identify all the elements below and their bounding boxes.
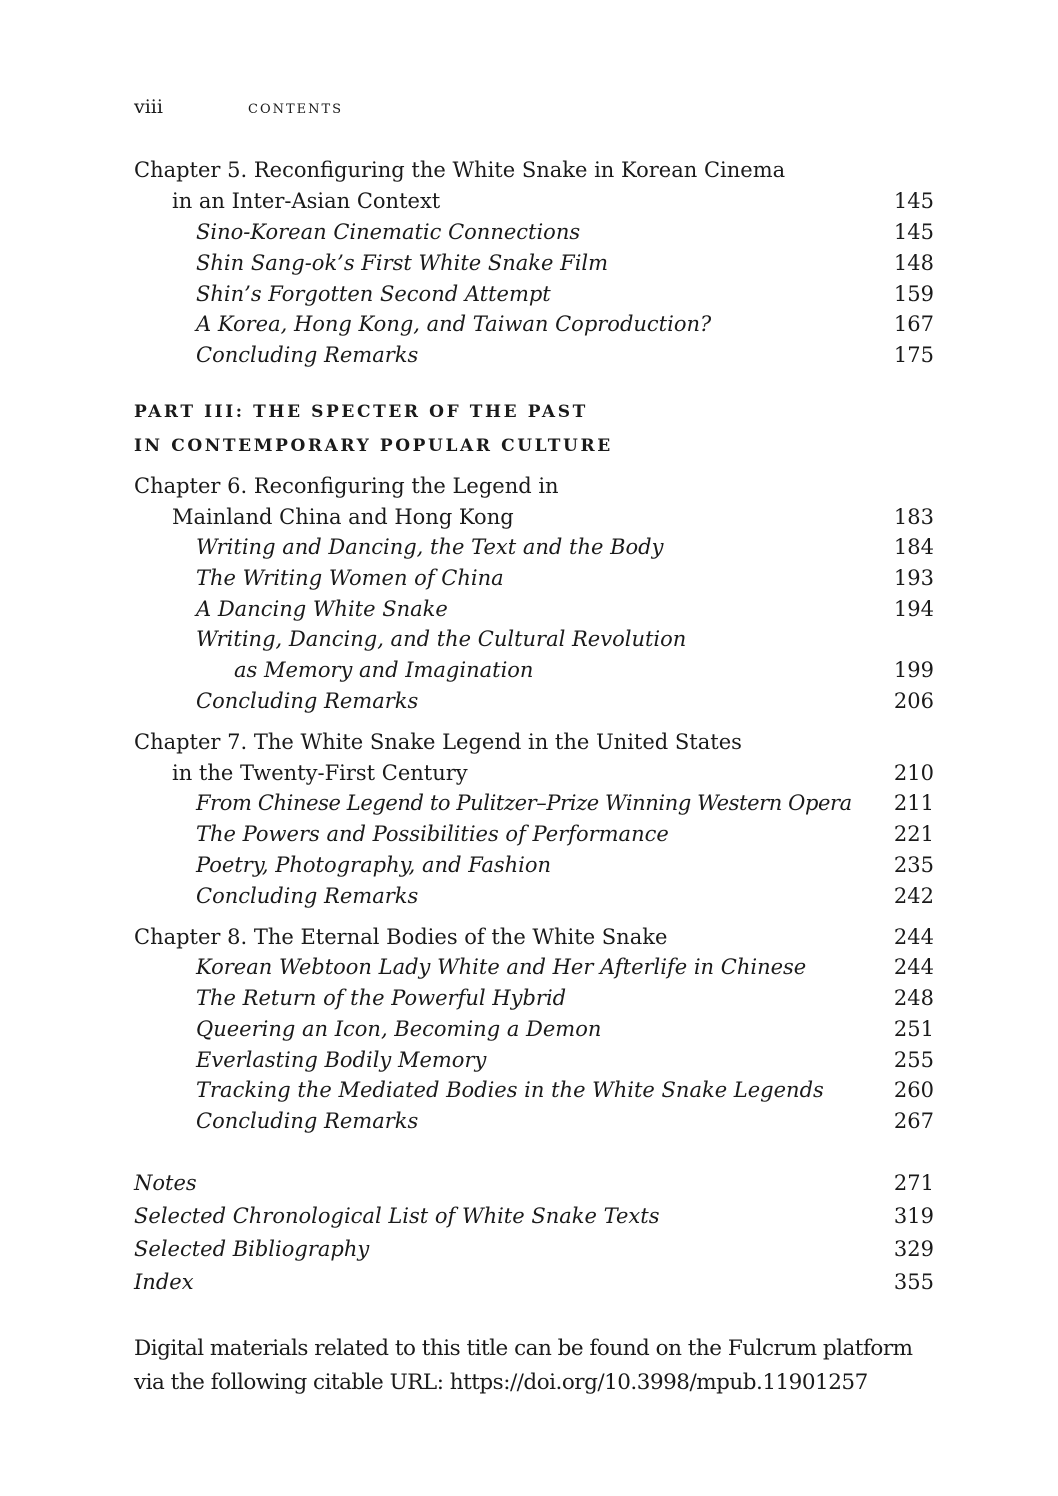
toc-section[interactable]: Shin’s Forgotten Second Attempt 159 — [134, 279, 934, 310]
page-number: 242 — [893, 884, 934, 908]
part-heading: PART III: THE SPECTER OF THE PAST — [134, 402, 588, 422]
backmatter-bibliography[interactable]: Selected Bibliography 329 — [134, 1234, 934, 1265]
page-number: 244 — [893, 925, 934, 949]
toc-section[interactable]: Tracking the Mediated Bodies in the White Snake Legends 260 — [134, 1075, 934, 1106]
chapter-7-title[interactable]: Chapter 7. The White Snake Legend in the United States — [134, 730, 742, 754]
chapter-5-title-cont[interactable]: in an Inter-Asian Context 145 — [134, 186, 934, 217]
page-number: 255 — [893, 1048, 934, 1072]
page-number: 267 — [893, 1109, 934, 1133]
toc-section[interactable]: Concluding Remarks 175 — [134, 340, 934, 371]
toc-section-cont[interactable]: as Memory and Imagination 199 — [134, 655, 934, 686]
page-number: 148 — [893, 251, 934, 275]
toc-section[interactable]: Shin Sang-ok’s First White Snake Film 148 — [134, 248, 934, 279]
page-number: 248 — [893, 986, 934, 1010]
digital-note-line-2[interactable]: via the following citable URL: https://doi.org/10.3998/mpub.11901257 — [134, 1370, 868, 1395]
page-number: 199 — [893, 658, 934, 682]
page-number: 159 — [893, 282, 934, 306]
toc-section[interactable]: The Powers and Possibilities of Performance 221 — [134, 819, 934, 850]
toc-section[interactable]: Korean Webtoon Lady White and Her Afterlife in Chinese 244 — [134, 952, 934, 983]
page-number: 329 — [893, 1237, 934, 1261]
page-number: 183 — [893, 505, 934, 529]
part-heading-cont: IN CONTEMPORARY POPULAR CULTURE — [134, 436, 613, 456]
page-number: 211 — [893, 791, 934, 815]
digital-note-line-1: Digital materials related to this title can be found on the Fulcrum platform — [134, 1336, 913, 1361]
backmatter-notes[interactable]: Notes 271 — [134, 1168, 934, 1199]
toc-section[interactable]: Queering an Icon, Becoming a Demon 251 — [134, 1014, 934, 1045]
toc-section[interactable]: From Chinese Legend to Pulitzer–Prize Winning Western Opera 211 — [134, 788, 934, 819]
backmatter-index[interactable]: Index 355 — [134, 1267, 934, 1298]
toc-section[interactable]: Writing and Dancing, the Text and the Body 184 — [134, 532, 934, 563]
backmatter-chronological-list[interactable]: Selected Chronological List of White Snake Texts 319 — [134, 1201, 934, 1232]
toc-section[interactable]: The Writing Women of China 193 — [134, 563, 934, 594]
toc-section[interactable]: Concluding Remarks 267 — [134, 1106, 934, 1137]
chapter-7-title-cont[interactable]: in the Twenty-First Century 210 — [134, 758, 934, 789]
page-number: 244 — [893, 955, 934, 979]
page-number: 319 — [893, 1204, 934, 1228]
toc-section[interactable]: A Dancing White Snake 194 — [134, 594, 934, 625]
toc-section[interactable]: A Korea, Hong Kong, and Taiwan Coproduction? 167 — [134, 309, 934, 340]
page-number: 145 — [893, 189, 934, 213]
page-number: 184 — [893, 535, 934, 559]
page-number: 251 — [893, 1017, 934, 1041]
page-number: 355 — [893, 1270, 934, 1294]
page-folio: viii — [134, 96, 163, 118]
page-number: 210 — [893, 761, 934, 785]
toc-section[interactable]: Concluding Remarks 242 — [134, 881, 934, 912]
page-number: 271 — [893, 1171, 934, 1195]
page-number: 193 — [893, 566, 934, 590]
page-number: 221 — [893, 822, 934, 846]
toc-section[interactable]: Sino-Korean Cinematic Connections 145 — [134, 217, 934, 248]
page-number: 206 — [893, 689, 934, 713]
digital-materials-note — [134, 1332, 934, 1400]
page-number: 145 — [893, 220, 934, 244]
chapter-6-title-cont[interactable]: Mainland China and Hong Kong 183 — [134, 502, 934, 533]
page-number: 194 — [893, 597, 934, 621]
running-head: contents — [248, 97, 344, 118]
toc-section[interactable]: Concluding Remarks 206 — [134, 686, 934, 717]
page-number: 175 — [893, 343, 934, 367]
toc-section[interactable]: Poetry, Photography, and Fashion 235 — [134, 850, 934, 881]
chapter-8-title[interactable]: Chapter 8. The Eternal Bodies of the White Snake 244 — [134, 922, 934, 953]
toc-section[interactable]: The Return of the Powerful Hybrid 248 — [134, 983, 934, 1014]
chapter-6-title[interactable]: Chapter 6. Reconfiguring the Legend in — [134, 474, 559, 498]
chapter-5-title[interactable]: Chapter 5. Reconfiguring the White Snake in Korean Cinema — [134, 158, 786, 182]
page-number: 235 — [893, 853, 934, 877]
toc-page — [134, 0, 934, 1496]
page-number: 260 — [893, 1078, 934, 1102]
toc-section[interactable]: Writing, Dancing, and the Cultural Revolution — [196, 627, 687, 651]
page-number: 167 — [893, 312, 934, 336]
toc-section[interactable]: Everlasting Bodily Memory 255 — [134, 1045, 934, 1076]
